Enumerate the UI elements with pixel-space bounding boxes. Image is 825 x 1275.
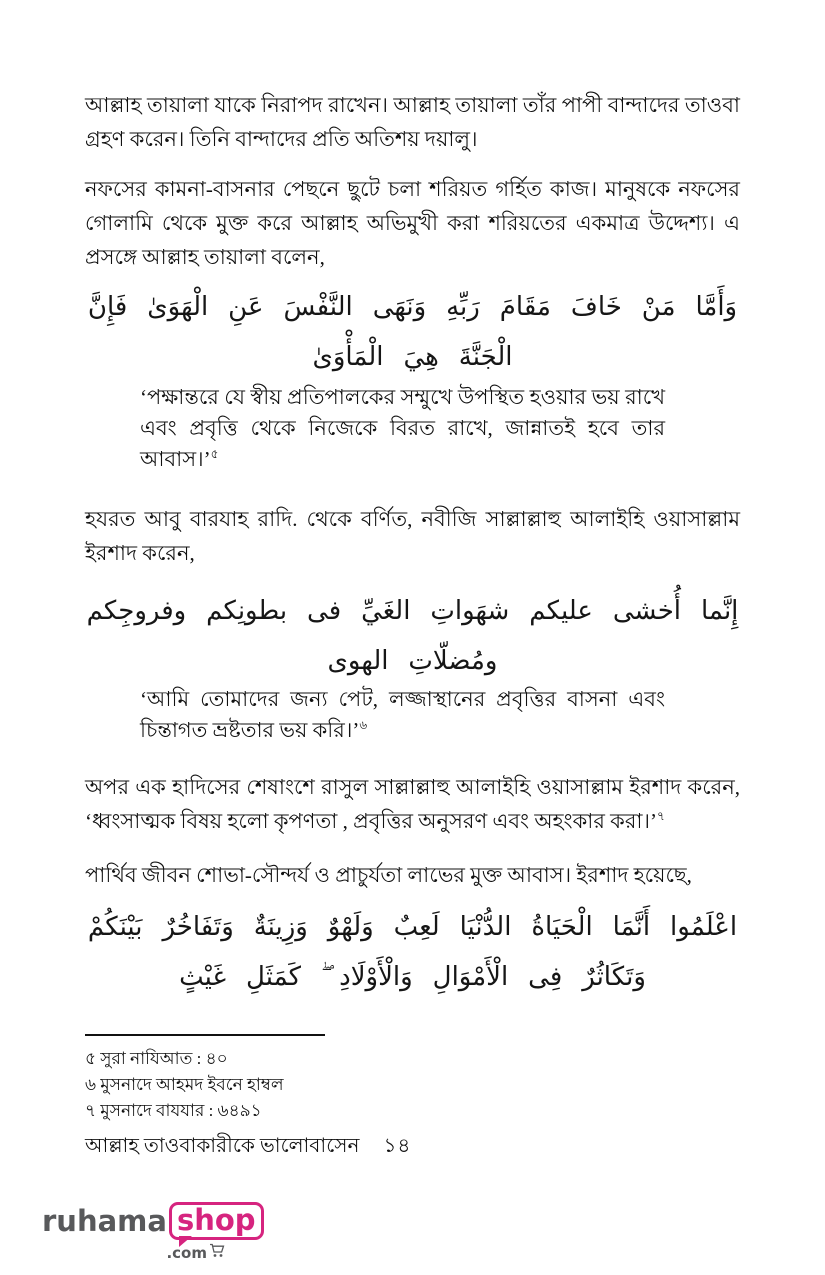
logo-subline <box>42 1243 227 1262</box>
hadith-translation-barzah <box>140 684 665 746</box>
paragraph-worldly-life: পার্থিব জীবন শোভা-সৌন্দর্য ও প্রাচুর্যতা লাভের মুক্ত আবাস। ইরশাদ হয়েছে, <box>85 863 692 887</box>
paragraph-hadith-bazzar <box>85 770 740 838</box>
logo-text-shop: shop <box>176 1203 256 1237</box>
footnotes-block <box>85 1046 740 1124</box>
paragraph-text: অপর এক হাদিসের শেষাংশে রাসুল সাল্লাল্লাহু আলাইহি ওয়াসাল্লাম ইরশাদ করেন, ‘ধ্বংসাত্মক বিষয় হলো কৃপণতা , প্রবৃত্তির অনুসরণ এবং অহংকার করা।’ <box>85 775 740 833</box>
paragraph-hadith-intro: হযরত আবু বারযাহ রাদি. থেকে বর্ণিত, নবীজি সাল্লাল্লাহু আলাইহি ওয়াসাল্লাম ইরশাদ করেন, <box>85 507 740 565</box>
footnote-marker-6: ৬ <box>359 718 368 732</box>
paragraph-nafs: নফসের কামনা-বাসনার পেছনে ছুটে চলা শরিয়ত গর্হিত কাজ। মানুষকে নফসের গোলামি থেকে মুক্ত করে আল্লাহ অভিমুখী করা শরিয়তের একমাত্র উদ্দেশ্য। এ প্রসঙ্গে আল্লাহ তায়ালা বলেন, <box>85 177 740 269</box>
arabic-verse-naziat: وَأَمَّا مَنْ خَافَ مَقَامَ رَبِّهِ وَنَهَى النَّفْسَ عَنِ الْهَوَىٰ فَإِنَّ الْجَنَّةَ هِيَ الْمَأْوَىٰ <box>87 292 738 372</box>
translation-text: ‘আমি তোমাদের জন্য পেট, লজ্জাস্থানের প্রবৃত্তির বাসনা এবং চিন্তাগত ভ্রষ্টতার ভয় করি।’ <box>140 687 665 742</box>
footnote-marker-5: ৫ <box>210 447 219 461</box>
footnote-marker-7: ৭ <box>657 809 665 823</box>
arabic-verse-hadid: اعْلَمُوا أَنَّمَا الْحَيَاةُ الدُّنْيَا لَعِبٌ وَلَهْوٌ وَزِينَةٌ وَتَفَاخُرٌ بَيْنَكُمْ وَتَكَاثُرٌ فِى الْأَمْوَالِ وَالْأَوْلَادِ ۖ كَمَثَلِ غَيْثٍ <box>87 912 738 992</box>
logo-row <box>42 1202 256 1240</box>
verse-translation-naziat <box>140 382 665 475</box>
page-number: ১৪ <box>383 1135 412 1157</box>
logo-speech-bubble <box>169 1202 264 1240</box>
paragraph-tawba: আল্লাহ তায়ালা যাকে নিরাপদ রাখেন। আল্লাহ তায়ালা তাঁর পাপী বান্দাদের তাওবা গ্রহণ করেন। তিনি বান্দাদের প্রতি অতিশয় দয়ালু। <box>85 93 740 151</box>
page-footer <box>85 1131 740 1164</box>
translation-text: ‘পক্ষান্তরে যে স্বীয় প্রতিপালকের সম্মুখে উপস্থিত হওয়ার ভয় রাখে এবং প্রবৃত্তি থেকে নিজেকে বিরত রাখে, জান্নাতই হবে তার আবাস।’ <box>140 385 665 471</box>
footnote-7: ৭ মুসনাদে বাযযার : ৬৪৯১ <box>85 1101 262 1120</box>
ruhamashop-watermark-logo <box>42 1202 256 1262</box>
logo-text-ruhama: ruhama <box>42 1204 167 1239</box>
running-title: আল্লাহ তাওবাকারীকে ভালোবাসেন <box>85 1135 360 1157</box>
logo-text-com: .com <box>166 1243 207 1262</box>
footnote-6: ৬ মুসনাদে আহমদ ইবনে হাম্বল <box>85 1075 284 1094</box>
footnote-5: ৫ সুরা নাযিআত : ৪০ <box>85 1049 228 1068</box>
footnote-separator <box>85 1034 325 1036</box>
shopping-cart-icon <box>209 1243 225 1262</box>
arabic-hadith-barzah: إِنَّما أُخشى عليكم شهَواتِ الغَيِّ فى بطونِكم وفروجِكم ومُضلّاتِ الهوى <box>86 596 739 676</box>
